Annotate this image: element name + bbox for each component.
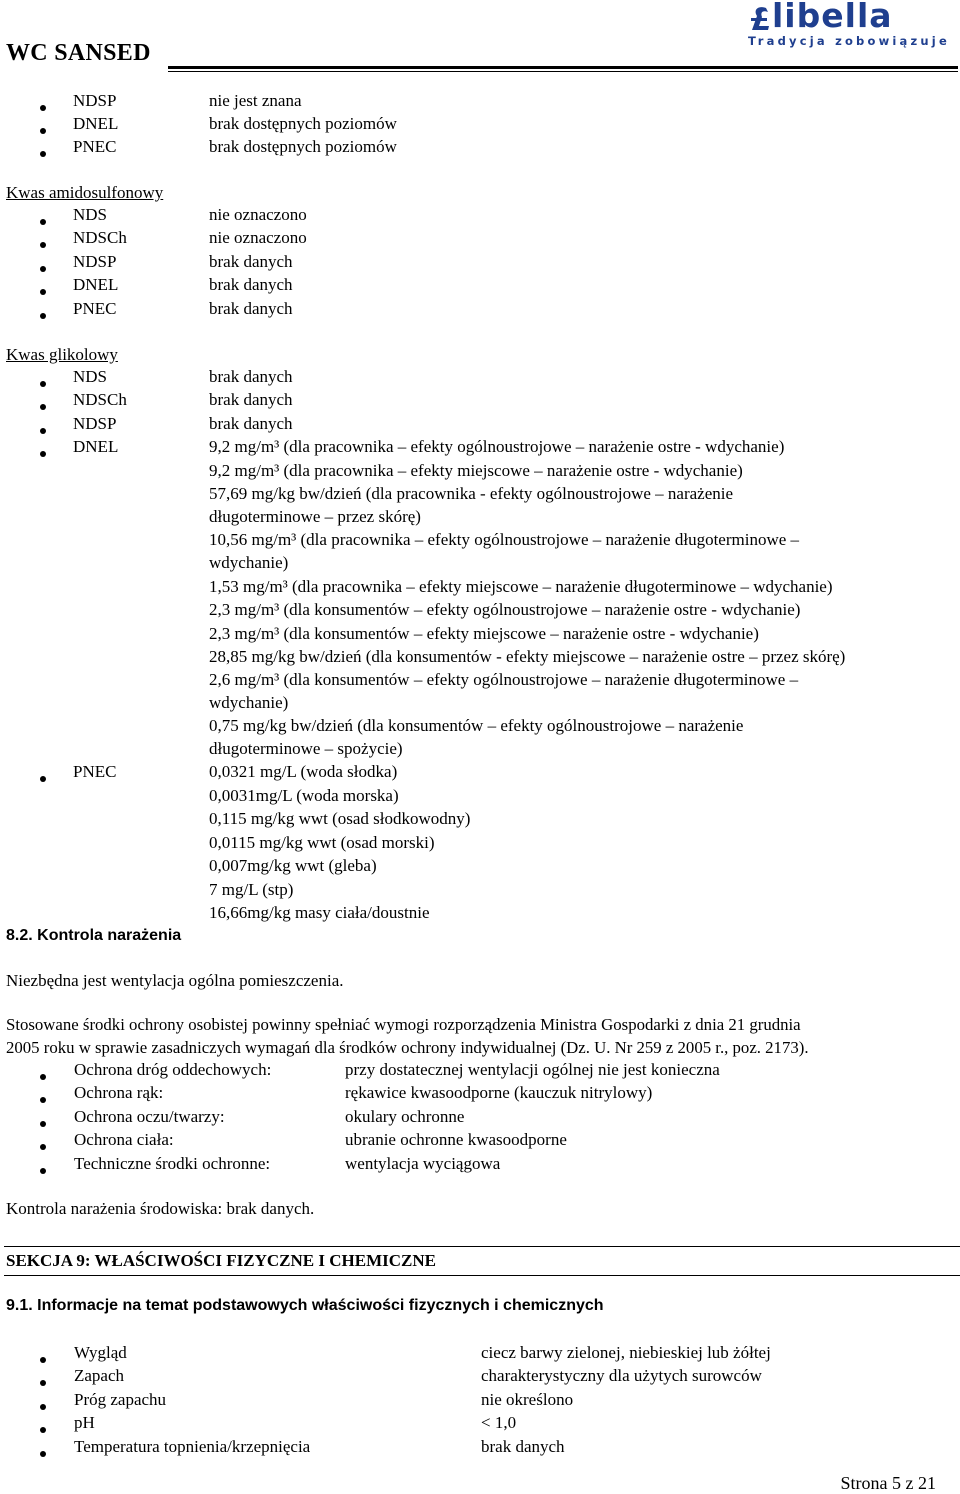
ppe-paragraph-line2: 2005 roku w sprawie zasadniczych wymagań dla środków ochrony indywidualnej (Dz. U. Nr 259 z 2005 r., poz. 2173). (6, 1038, 809, 1057)
header-rule-thin (168, 71, 958, 72)
list-value: brak danych (209, 390, 293, 409)
list-label: PNEC (73, 299, 117, 318)
dnel-line: 57,69 mg/kg bw/dzień (dla pracownika - efekty ogólnoustrojowe – narażenie (209, 484, 734, 503)
bullet-icon (40, 404, 46, 410)
bullet-icon (40, 266, 46, 272)
list-label: DNEL (73, 114, 119, 133)
dnel-line: 0,75 mg/kg bw/dzień (dla konsumentów – efekty ogólnoustrojowe – narażenie (209, 716, 744, 735)
pnec-line: 0,0115 mg/kg wwt (osad morski) (209, 833, 435, 852)
bullet-icon (40, 242, 46, 248)
pnec-line: 0,0031mg/L (woda morska) (209, 786, 399, 805)
page-number: Strona 5 z 21 (840, 1473, 936, 1493)
bullet-icon (40, 1451, 46, 1457)
amido-heading: Kwas amidosulfonowy (6, 183, 164, 202)
list-value: nie jest znana (209, 91, 302, 110)
dnel-line: 9,2 mg/m³ (dla pracownika – efekty ogólnoustrojowe – narażenie ostre - wdychanie) (209, 437, 785, 456)
ppe-label: Ochrona ciała: (74, 1130, 174, 1149)
list-value: brak danych (209, 252, 293, 271)
document-title: WC SANSED (6, 40, 151, 66)
dnel-line: 28,85 mg/kg bw/dzień (dla konsumentów - efekty miejscowe – narażenie ostre – przez skórę) (209, 647, 846, 666)
bullet-icon (40, 381, 46, 387)
property-label: Temperatura topnienia/krzepnięcia (74, 1437, 311, 1456)
property-label: pH (74, 1413, 95, 1432)
list-label: NDSCh (73, 228, 127, 247)
dnel-line: wdychanie) (209, 693, 289, 712)
section-9-1-heading: 9.1. Informacje na temat podstawowych właściwości fizycznych i chemicznych (6, 1297, 604, 1314)
list-value: brak danych (209, 299, 293, 318)
property-label: Próg zapachu (74, 1390, 167, 1409)
pnec-line: 16,66mg/kg masy ciała/doustnie (209, 903, 430, 922)
dnel-line: długoterminowe – spożycie) (209, 739, 403, 758)
list-value: brak danych (209, 414, 293, 433)
list-value: brak dostępnych poziomów (209, 114, 397, 133)
property-value: ciecz barwy zielonej, niebieskiej lub żółtej (481, 1343, 771, 1362)
property-value: brak danych (481, 1437, 565, 1456)
bullet-icon (40, 428, 46, 434)
dnel-line: 2,3 mg/m³ (dla konsumentów – efekty ogólnoustrojowe – narażenie ostre - wdychanie) (209, 600, 801, 619)
pnec-line: 0,0321 mg/L (woda słodka) (209, 762, 398, 781)
bullet-icon (40, 1427, 46, 1433)
ppe-paragraph-line1: Stosowane środki ochrony osobistej powinny spełniać wymogi rozporządzenia Ministra Gospodarki z dnia 21 grudnia (6, 1015, 801, 1034)
section-9-rule-bottom (4, 1275, 960, 1276)
dnel-line: 9,2 mg/m³ (dla pracownika – efekty miejscowe – narażenie ostre - wdychanie) (209, 461, 743, 480)
bullet-icon (40, 151, 46, 157)
pnec-label: PNEC (73, 762, 117, 781)
ppe-label: Techniczne środki ochronne: (74, 1154, 271, 1173)
bullet-icon (40, 105, 46, 111)
ppe-value: przy dostatecznej wentylacji ogólnej nie jest konieczna (345, 1060, 720, 1079)
list-value: brak danych (209, 367, 293, 386)
list-label: NDSCh (73, 390, 127, 409)
logo-mark-icon (748, 4, 774, 34)
bullet-icon (40, 219, 46, 225)
list-value: nie oznaczono (209, 205, 307, 224)
bullet-icon (40, 1168, 46, 1174)
pnec-line: 7 mg/L (stp) (209, 880, 294, 899)
property-label: Wygląd (74, 1343, 127, 1362)
ppe-label: Ochrona oczu/twarzy: (74, 1107, 225, 1126)
bullet-icon (40, 289, 46, 295)
list-label: NDS (73, 205, 108, 224)
list-value: brak danych (209, 275, 293, 294)
glikol-heading: Kwas glikolowy (6, 345, 118, 364)
property-value: nie określono (481, 1390, 574, 1409)
list-label: NDSP (73, 91, 117, 110)
pnec-line: 0,115 mg/kg wwt (osad słodkowodny) (209, 809, 471, 828)
bullet-icon (40, 313, 46, 319)
dnel-line: 1,53 mg/m³ (dla pracownika – efekty miejscowe – narażenie długoterminowe – wdychanie) (209, 577, 833, 596)
logo-tagline: Tradycja zobowiązuje (748, 34, 950, 48)
dnel-line: 2,6 mg/m³ (dla konsumentów – efekty ogólnoustrojowe – narażenie długoterminowe – (209, 670, 799, 689)
section-9-rule-top (4, 1246, 960, 1247)
list-label: PNEC (73, 137, 117, 156)
ventilation-note: Niezbędna jest wentylacja ogólna pomieszczenia. (6, 971, 344, 990)
dnel-line: wdychanie) (209, 553, 289, 572)
libella-logo (748, 2, 954, 50)
property-value: charakterystyczny dla użytych surowców (481, 1366, 762, 1385)
bullet-icon (40, 1121, 46, 1127)
bullet-icon (40, 1380, 46, 1386)
dnel-line: długoterminowe – przez skórę) (209, 507, 421, 526)
section-9-heading: SEKCJA 9: WŁAŚCIWOŚCI FIZYCZNE I CHEMICZNE (6, 1251, 436, 1270)
property-label: Zapach (74, 1366, 125, 1385)
ppe-label: Ochrona rąk: (74, 1083, 164, 1102)
bullet-icon (40, 128, 46, 134)
dnel-line: 10,56 mg/m³ (dla pracownika – efekty ogólnoustrojowe – narażenie długoterminowe – (209, 530, 800, 549)
bullet-icon (40, 1074, 46, 1080)
ppe-value: okulary ochronne (345, 1107, 465, 1126)
ppe-label: Ochrona dróg oddechowych: (74, 1060, 272, 1079)
list-label: NDSP (73, 252, 117, 271)
bullet-icon (40, 1404, 46, 1410)
bullet-icon (40, 1144, 46, 1150)
list-label: DNEL (73, 275, 119, 294)
ppe-value: rękawice kwasoodporne (kauczuk nitrylowy) (345, 1083, 653, 1102)
ppe-value: ubranie ochronne kwasoodporne (345, 1130, 567, 1149)
list-label: NDSP (73, 414, 117, 433)
bullet-icon (40, 1097, 46, 1103)
bullet-icon (40, 776, 46, 782)
dnel-line: 2,3 mg/m³ (dla konsumentów – efekty miejscowe – narażenie ostre - wdychanie) (209, 624, 759, 643)
property-value: < 1,0 (481, 1413, 517, 1432)
env-control-note: Kontrola narażenia środowiska: brak danych. (6, 1199, 315, 1218)
bullet-icon (40, 1357, 46, 1363)
ppe-value: wentylacja wyciągowa (345, 1154, 501, 1173)
logo-wordmark: libella (772, 0, 893, 35)
section-8-2-heading: 8.2. Kontrola narażenia (6, 927, 182, 944)
list-label: NDS (73, 367, 108, 386)
list-value: nie oznaczono (209, 228, 307, 247)
list-value: brak dostępnych poziomów (209, 137, 397, 156)
dnel-label: DNEL (73, 437, 119, 456)
header-rule (168, 66, 958, 69)
bullet-icon (40, 451, 46, 457)
pnec-line: 0,007mg/kg wwt (gleba) (209, 856, 377, 875)
